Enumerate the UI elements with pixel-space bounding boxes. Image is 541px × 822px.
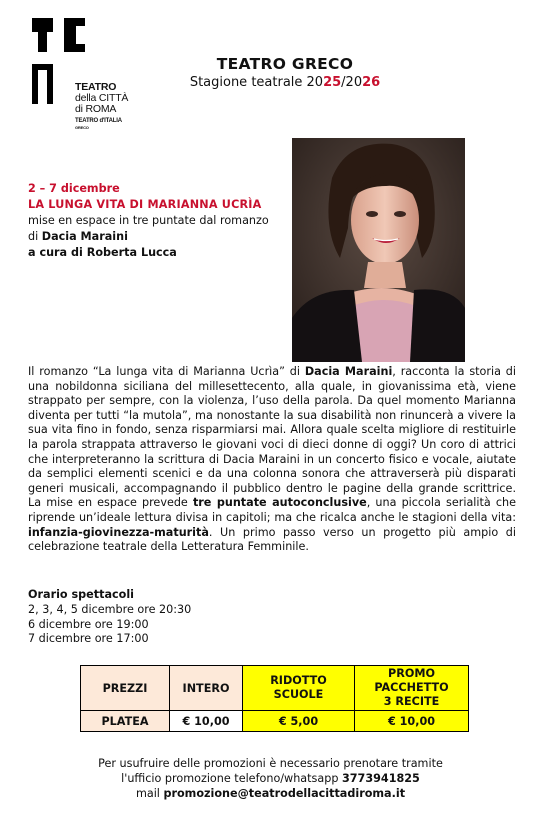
show-dates: 2 – 7 dicembre (28, 182, 120, 195)
show-description: Il romanzo “La lunga vita di Marianna Ucrìa” di Dacia Maraini, racconta la storia di una nobildonna siciliana del millesettecento, alla quale, in giovanissima età, viene strappato per sempre, con la violenza, l’uso della parola. Da quel momento Marianna diventa per tutti “la mutola”, ma nonostante la sua disabilità non rinuncerà a vivere la sua vita fino in fondo, senza risparmiarsi mai. Allora quale scelta migliore di restituirle la parola strappata attraverso le giovani voci di dieci donne di oggi? Un coro di attrici che interpreteranno la scrittura di Dacia Maraini in un concerto fisico e vocale, aiutate da semplici elementi scenici e da una colonna sonora che attraverserà più disparati generi musicali, accompagnando il pubblico dentro le pagine della grande scrittrice. La mise en espace prevede tre puntate autoconclusive, una piccola serialità che riprende un’ideale lettura divisa in capitoli; ma che ricalca anche le stagioni della vita: infanzia-giovinezza-maturità. Un primo passo verso un progetto più ampio di celebrazione teatrale della Letteratura Femminile. (28, 365, 517, 554)
theatre-logo (28, 18, 138, 130)
schedule-line: 7 dicembre ore 17:00 (28, 632, 149, 646)
logo-line-small: GRECO (75, 125, 89, 130)
row-label: PLATEA (81, 711, 170, 732)
header-intero: INTERO (170, 666, 243, 711)
price-row-platea (81, 711, 469, 732)
logo-text (75, 82, 128, 131)
show-intro (28, 181, 293, 261)
price-table (80, 665, 469, 732)
logo-line-italia: TEATRO d'ITALIA (75, 118, 122, 124)
header-prezzi: PREZZI (81, 666, 170, 711)
logo-line-citta: della CITTÀ (75, 92, 129, 104)
header (170, 55, 400, 90)
logo-line-roma: di ROMA (75, 103, 117, 115)
season-label: Stagione teatrale 2025/2026 (189, 75, 381, 90)
schedule-line: 2, 3, 4, 5 dicembre ore 20:30 (28, 602, 192, 616)
show-curator: a cura di Roberta Lucca (28, 246, 177, 259)
price-ridotto: € 5,00 (243, 711, 355, 732)
phone-number[interactable]: 3773941825 (341, 772, 420, 785)
price-promo: € 10,00 (355, 711, 469, 732)
footer-email-line: mail promozione@teatrodellacittadiroma.it (135, 787, 406, 800)
theatre-name: TEATRO GRECO (216, 55, 354, 73)
show-author: di Dacia Maraini (28, 230, 128, 243)
price-header-row (81, 666, 469, 711)
promo-footer (0, 756, 541, 801)
schedule-heading: Orario spettacoli (28, 588, 134, 601)
footer-phone-line: l'ufficio promozione telefono/whatsapp 3773941825 (121, 772, 420, 785)
schedule (28, 588, 191, 647)
header-promo: PROMO PACCHETTO 3 RECITE (355, 666, 469, 711)
email-link[interactable]: promozione@teatrodellacittadiroma.it (163, 787, 406, 800)
logo-line-teatro: TEATRO (75, 81, 117, 93)
show-subtitle: mise en espace in tre puntate dal romanzo (28, 214, 269, 227)
price-intero: € 10,00 (170, 711, 243, 732)
header-ridotto: RIDOTTO SCUOLE (243, 666, 355, 711)
actress-photo (292, 138, 465, 362)
show-title: LA LUNGA VITA DI MARIANNA UCRÌA (28, 198, 262, 211)
schedule-line: 6 dicembre ore 19:00 (28, 617, 149, 631)
footer-line: Per usufruire delle promozioni è necessario prenotare tramite (98, 757, 443, 770)
